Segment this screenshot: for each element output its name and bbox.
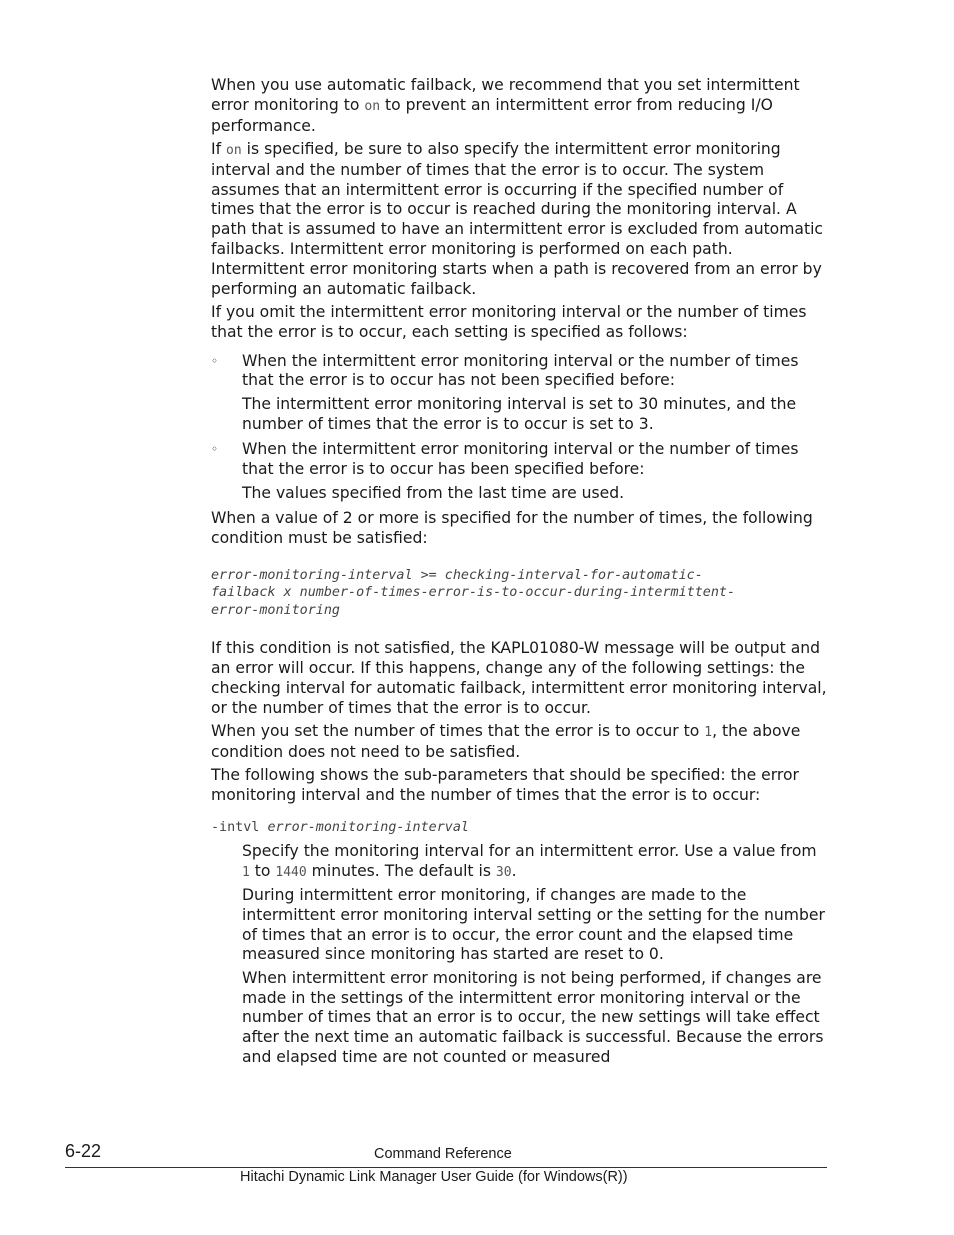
list-item — [211, 440, 827, 503]
inline-code: 1 — [704, 725, 713, 741]
paragraph-condition-not-satisfied: If this condition is not satisfied, the KAPL01080-W message will be output and an error will occur. If this happens, change any of the following settings: the checking interval for automatic failback, intermittent error monitoring interval, or the number of times that the error is to occur. — [211, 639, 827, 717]
inline-code: on — [226, 142, 242, 158]
list-item-text: When the intermittent error monitoring interval or the number of times that the error is to occur has been specified before: — [242, 440, 799, 479]
list-item-detail: The values specified from the last time are used. — [242, 483, 625, 502]
paragraph-sub-parameters-intro: The following shows the sub-parameters that should be specified: the error monitoring interval and the number of times that the error is to occur: — [211, 766, 799, 805]
condition-code-block — [211, 567, 827, 620]
bullet-list — [211, 352, 827, 504]
bullet-icon: ◦ — [211, 442, 219, 457]
parameter-description — [211, 842, 827, 1068]
code-line: failback x number-of-times-error-is-to-occur-during-intermittent- — [211, 585, 736, 601]
page-body — [211, 76, 827, 1071]
code-line: error-monitoring-interval >= checking-interval-for-automatic- — [211, 567, 703, 583]
parameter-value: error-monitoring-interval — [267, 819, 469, 835]
paragraph-condition-intro: When a value of 2 or more is specified for the number of times, the following condition must be satisfied: — [211, 509, 813, 548]
inline-code: 1 — [242, 864, 250, 880]
parameter-description-range: Specify the monitoring interval for an intermittent error. Use a value from 1 to 1440 minutes. The default is 30. — [242, 841, 817, 880]
code-line: error-monitoring — [211, 602, 340, 618]
parameter-option: -intvl — [211, 819, 260, 835]
paragraph-omit-settings: If you omit the intermittent error monitoring interval or the number of times that the error is to occur, each setting is specified as follows: — [211, 302, 807, 341]
footer-divider — [65, 1167, 827, 1168]
paragraph-on-specified: If on is specified, be sure to also specify the intermittent error monitoring interval and the number of times that the error is to occur. The system assumes that an intermittent error is occurring if the specified number of times that the error is to occur is reached during the monitoring interval. A path that is assumed to have an intermittent error is excluded from automatic failbacks. Intermittent error monitoring is performed on each path. Intermittent error monitoring starts when a path is recovered from an error by performing an automatic failback. — [211, 139, 823, 298]
footer-document-title: Hitachi Dynamic Link Manager User Guide (for Windows(R)) — [240, 1169, 628, 1185]
bullet-icon: ◦ — [211, 353, 219, 368]
page-number: 6-22 — [65, 1141, 102, 1161]
parameter-description-next-failback: When intermittent error monitoring is not being performed, if changes are made in the settings of the intermittent error monitoring interval or the number of times that an error is to occur, the new settings will take effect after the next time an automatic failback is successful. Because the errors and elapsed time are not counted or measured — [242, 968, 824, 1066]
parameter-description-reset: During intermittent error monitoring, if changes are made to the intermittent error monitoring interval setting or the setting for the number of times that an error is to occur, the error count and the elapsed time measured since monitoring has started are reset to 0. — [242, 885, 825, 964]
inline-code: 30 — [495, 864, 512, 880]
inline-code: on — [364, 98, 381, 114]
list-item-detail: The intermittent error monitoring interval is set to 30 minutes, and the number of times that the error is to occur is set to 3. — [242, 394, 797, 433]
inline-code: 1440 — [275, 864, 307, 880]
list-item — [211, 352, 827, 435]
paragraph-times-one: When you set the number of times that the error is to occur to 1, the above condition does not need to be satisfied. — [211, 722, 801, 761]
list-item-text: When the intermittent error monitoring interval or the number of times that the error is to occur has not been specified before: — [242, 351, 799, 390]
paragraph-failback-recommendation: When you use automatic failback, we recommend that you set intermittent error monitoring to on to prevent an intermittent error from reducing I/O performance. — [211, 76, 800, 135]
parameter-heading — [211, 818, 827, 838]
footer-section-title: Command Reference — [374, 1146, 512, 1162]
